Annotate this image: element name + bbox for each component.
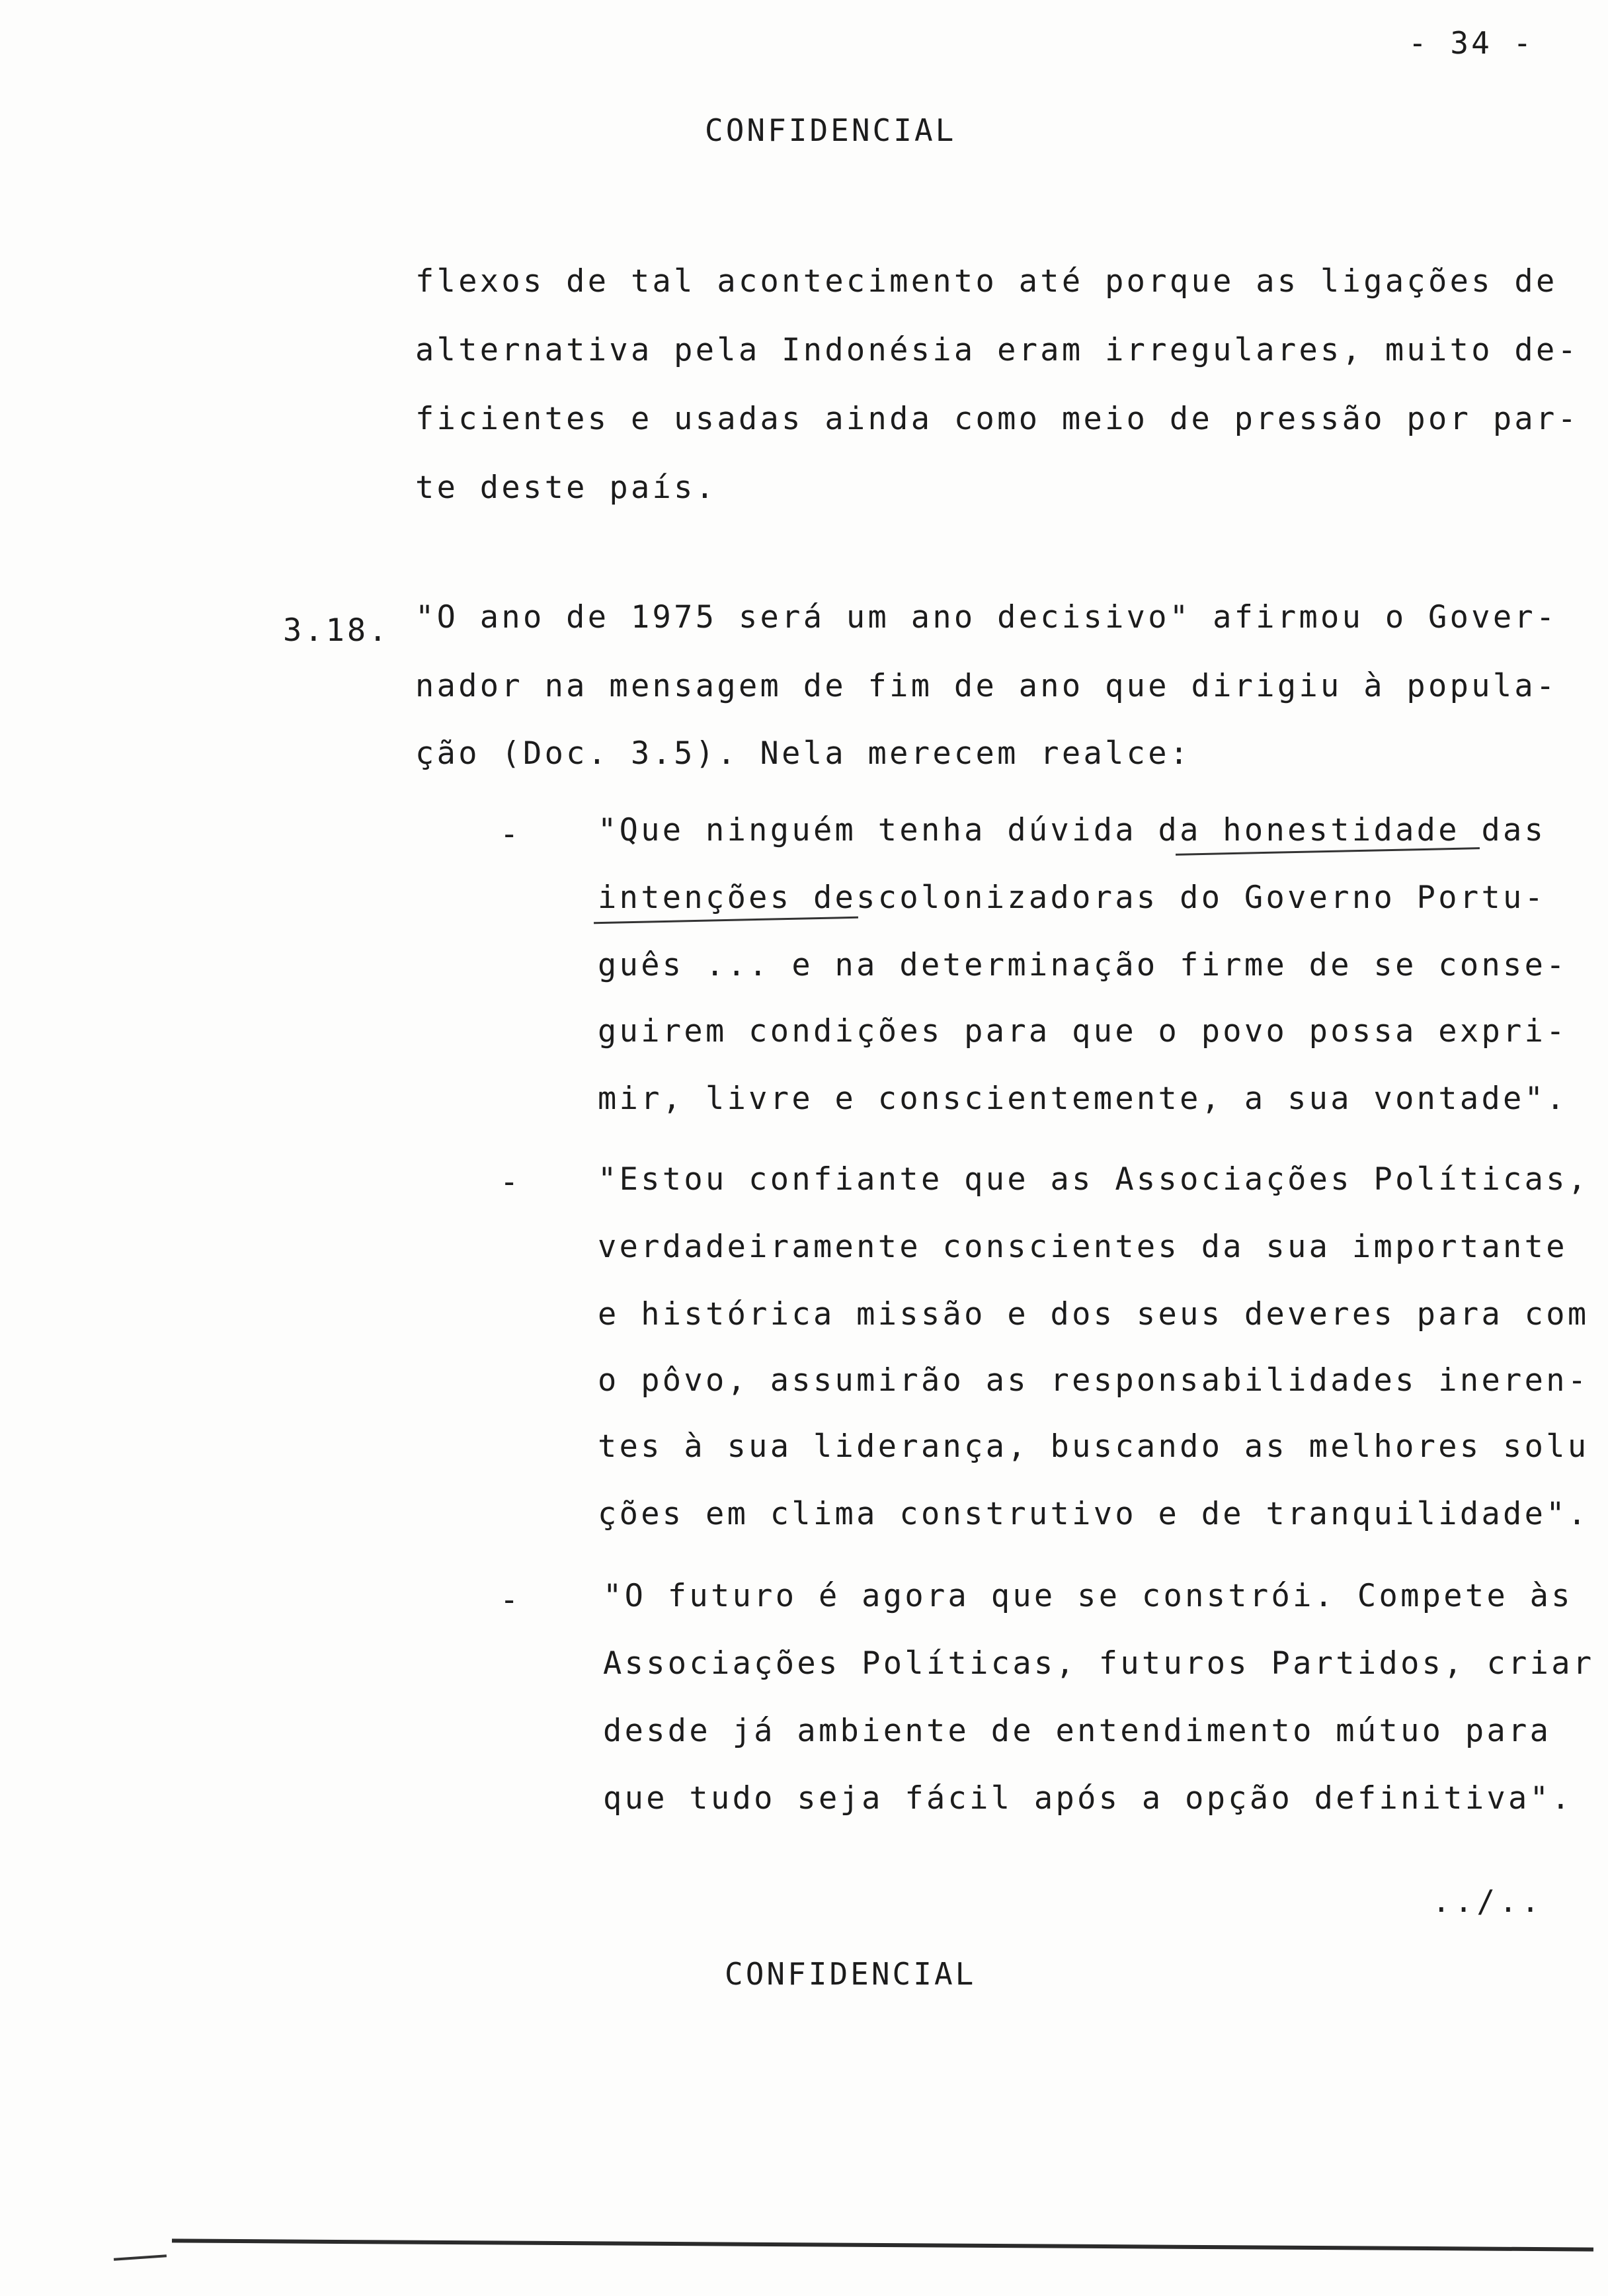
quote-line: o pôvo, assumirão as responsabilidades ineren- <box>598 1362 1589 1399</box>
quote-line: e histórica missão e dos seus deveres para com <box>598 1296 1589 1332</box>
section-number: 3.18. <box>283 612 390 649</box>
classification-footer: CONFIDENCIAL <box>725 1956 977 1992</box>
section-line: "O ano de 1975 será um ano decisivo" afirmou o Gover- <box>415 599 1558 636</box>
quote-line: tes à sua liderança, buscando as melhores solu <box>598 1428 1589 1465</box>
section-line: nador na mensagem de fim de ano que dirigiu à popula- <box>415 668 1558 704</box>
quote-line: verdadeiramente conscientes da sua importante <box>598 1229 1568 1265</box>
bottom-rule <box>172 2238 1593 2251</box>
paragraph-line: alternativa pela Indonésia eram irregulares, muito de- <box>415 332 1580 368</box>
quote-line: ções em clima construtivo e de tranquilidade". <box>598 1496 1589 1532</box>
quote-bullet: - <box>500 1164 519 1200</box>
quote-line: "Que ninguém tenha dúvida da honestidade das <box>598 812 1547 848</box>
quote-bullet: - <box>500 816 519 852</box>
continuation-marker: ../.. <box>1432 1883 1544 1919</box>
quote-line: guês ... e na determinação firme de se conse- <box>598 947 1568 983</box>
quote-line: "Estou confiante que as Associações Políticas, <box>598 1161 1589 1198</box>
handwritten-underline <box>594 917 858 924</box>
paragraph-line: flexos de tal acontecimento até porque as ligações de <box>415 263 1558 300</box>
classification-header: CONFIDENCIAL <box>705 112 957 148</box>
quote-line: guirem condições para que o povo possa expri- <box>598 1013 1568 1049</box>
quote-bullet: - <box>500 1582 519 1618</box>
bottom-mark <box>114 2254 167 2261</box>
quote-line: intenções descolonizadoras do Governo Portu- <box>598 880 1547 916</box>
section-line: ção (Doc. 3.5). Nela merecem realce: <box>415 735 1191 772</box>
paragraph-line: ficientes e usadas ainda como meio de pressão por par- <box>415 401 1580 437</box>
quote-line: que tudo seja fácil após a opção definitiva". <box>603 1780 1573 1817</box>
quote-line: "O futuro é agora que se constrói. Compete às <box>603 1578 1573 1614</box>
handwritten-underline <box>1176 847 1480 856</box>
page-number: - 34 - <box>1408 25 1535 61</box>
paragraph-line: te deste país. <box>415 470 717 506</box>
quote-line: mir, livre e conscientemente, a sua vontade". <box>598 1081 1568 1117</box>
quote-line: desde já ambiente de entendimento mútuo para <box>603 1713 1552 1749</box>
quote-line: Associações Políticas, futuros Partidos, criar <box>603 1645 1595 1682</box>
